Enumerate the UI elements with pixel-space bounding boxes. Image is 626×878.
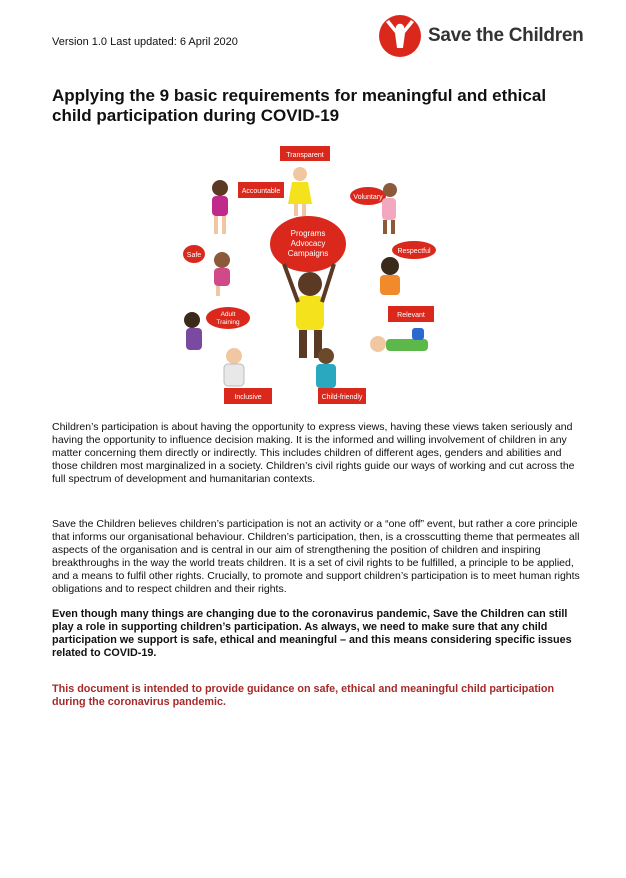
label-inclusive: Inclusive	[234, 394, 262, 401]
label-adult-training-1: Adult	[220, 311, 236, 318]
participation-illustration	[168, 144, 464, 406]
save-the-children-logo	[378, 14, 583, 58]
paragraph-covid-role: Even though many things are changing due to the coronavirus pandemic, Save the Children can still play a role in supporting children’s participation. As always, we need to make sure that any child participation we support is safe, ethical and meaningful – and this means considering specific issues related to COVID-19.	[52, 608, 572, 659]
logo-emblem-icon	[378, 14, 422, 58]
logo-text: Save the Children	[428, 25, 584, 46]
paragraph-document-purpose: This document is intended to provide guidance on safe, ethical and meaningful child participation during the coronavirus pandemic.	[52, 683, 555, 708]
center-label-3: Campaigns	[287, 249, 329, 258]
version-line: Version 1.0 Last updated: 6 April 2020	[52, 36, 238, 48]
child-inclusive	[224, 348, 272, 404]
child-respectful	[380, 241, 436, 295]
child-adult-training	[184, 307, 250, 350]
child-childfriendly	[316, 348, 366, 404]
center-child	[270, 216, 346, 358]
label-accountable: Accountable	[241, 188, 281, 195]
paragraph-participation-definition: Children’s participation is about having the opportunity to express views, having these views taken seriously and having the opportunity to influence decision making. It is the informed and willing involvement of children in any matter concerning them directly or indirectly. This includes children of different ages, genders and abilities and those children most marginalized in a society. Children’s civil rights guide our ways of working and cut across the full spectrum of development and humanitarian contexts.	[52, 421, 575, 485]
child-safe	[183, 245, 230, 296]
child-relevant	[370, 306, 434, 352]
label-relevant: Relevant	[397, 312, 425, 319]
center-label-1: Programs	[290, 229, 326, 238]
label-transparent: Transparent	[286, 152, 324, 159]
label-safe: Safe	[186, 252, 202, 259]
child-transparent	[280, 146, 330, 216]
label-voluntary: Voluntary	[353, 194, 383, 201]
page-title: Applying the 9 basic requirements for meaningful and ethical child participation during COVID-19	[52, 86, 547, 125]
label-childfriendly: Child-friendly	[321, 394, 363, 401]
child-accountable	[212, 180, 284, 234]
label-respectful: Respectful	[397, 248, 431, 255]
child-voluntary	[350, 183, 397, 234]
label-adult-training-2: Training	[216, 319, 240, 326]
center-label-2: Advocacy	[290, 239, 326, 248]
paragraph-core-principle: Save the Children believes children’s participation is not an activity or a “one off” event, but rather a core principle that informs our organisational behaviour. Children’s participation, then, is a crosscutting theme that permeates all aspects of the organisation and is central in our aim of strengthening the position of children and inspiring breakthroughs in the way the world treats children. It is a set of civil rights to be fulfilled, a principle to be applied, and a means to fulfil other rights. Crucially, to promote and support children’s participation is to meet human rights obligations and to respect children and their rights.	[52, 518, 580, 595]
